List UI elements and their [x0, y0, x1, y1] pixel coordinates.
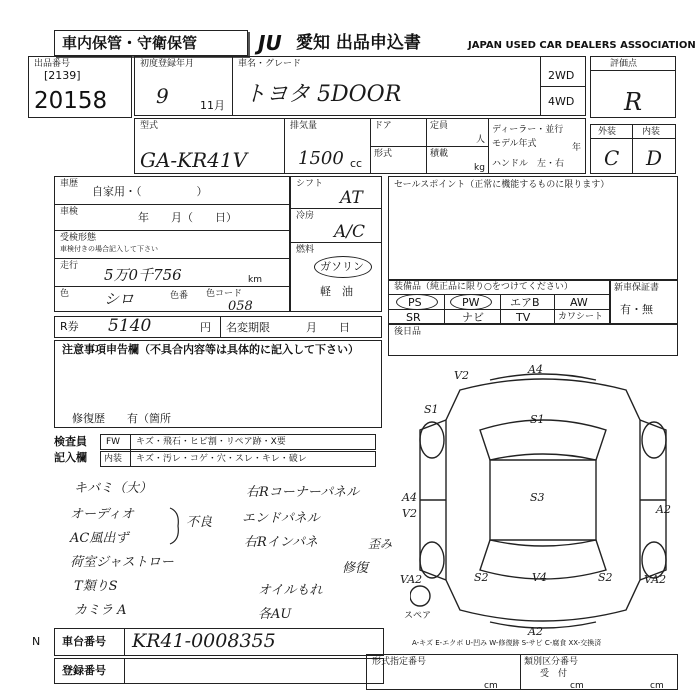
equipment-pw: PW [462, 296, 480, 309]
mileage-value: 5万0千756 [104, 266, 182, 284]
note-audio: オーディオ [70, 507, 134, 522]
brand-name: 愛知 出品申込書 [296, 33, 421, 53]
interior-grade: D [646, 146, 663, 170]
class-label: 類別区分番号 [524, 657, 579, 667]
exterior-label: 外装 [598, 127, 617, 137]
note-distortion: 歪み [368, 537, 393, 551]
color-value: シロ [104, 290, 135, 308]
mileage-unit: km [248, 275, 262, 285]
note-oil-leak: オイルもれ [258, 583, 323, 598]
fuel-value: ガソリン [320, 260, 364, 273]
bracket-mark [166, 506, 186, 546]
note-au: 各AU [258, 607, 292, 622]
load-label: 積載 [430, 149, 449, 159]
damage-mark-s2-right: S2 [598, 571, 613, 584]
inspector-text-1: キズ・飛石・ヒビ割・リペア跡・X要 [136, 437, 286, 447]
ac-label: 冷房 [296, 211, 315, 221]
door-label: ドア [374, 121, 392, 131]
shape-label: 形式 [374, 149, 393, 159]
equipment-aw: AW [570, 296, 588, 309]
ac-value: A/C [334, 222, 366, 242]
color-code: 058 [228, 299, 253, 314]
note-cargo: 荷室ジャストロー [70, 555, 174, 570]
damage-mark-s3: S3 [530, 491, 545, 504]
color-label: 色 [60, 289, 70, 299]
drive-2wd: 2WD [548, 69, 575, 82]
equipment-seat: カワシート [558, 312, 604, 322]
interior-label: 内装 [642, 127, 661, 137]
selling-points-label: セールスポイント（正常に機能するものに限ります） [394, 180, 610, 190]
equipment-airbag: エアB [510, 296, 540, 309]
damage-mark-s1-left: S1 [424, 403, 439, 416]
damage-mark-a2-right: A2 [656, 503, 671, 516]
after-items-box [388, 324, 678, 356]
note-camera: カミラ A [74, 603, 127, 618]
name-change-label: 名変期限 [226, 321, 270, 334]
brand-english: JAPAN USED CAR DEALERS ASSOCIATION [468, 40, 696, 51]
damage-legend: A-キズ E-エクボ U-凹み W-修復跡 S-サビ C-腐食 XX-交換済 [412, 639, 602, 647]
usage-value: 自家用・（ ） [92, 185, 208, 198]
ticket-value: 5140 [108, 316, 152, 336]
cm-unit-2: cm [570, 681, 584, 691]
inspection-value: 年 月（ 日） [138, 211, 237, 224]
inspector-code-1: FW [106, 437, 121, 447]
damage-mark-a4-left: A4 [402, 491, 417, 504]
load-unit: kg [474, 163, 485, 173]
equipment-navi: ナビ [462, 311, 484, 324]
brand-logo: JU [258, 31, 282, 55]
damage-mark-v2-left: V2 [402, 507, 417, 520]
model-type: GA-KR41V [140, 148, 248, 172]
new-car-value: 有・無 [620, 303, 653, 316]
displacement-unit: cc [350, 157, 363, 170]
note-t: T類りS [74, 579, 118, 594]
after-items-label: 後日品 [394, 327, 422, 337]
car-name-label: 車名・グレード [238, 59, 302, 69]
damage-mark-va2-right: VA2 [644, 573, 667, 586]
damage-mark-s2-left: S2 [474, 571, 489, 584]
note-corner-panel: 右Rコーナーパネル [246, 485, 360, 500]
side-mark: N [32, 635, 41, 648]
registration-label: 初度登録年月 [140, 59, 195, 69]
note-defective: 不良 [186, 515, 213, 530]
drive-4wd: 4WD [548, 95, 575, 108]
capacity-unit: 人 [476, 135, 486, 145]
note-yellowing: キバミ（大） [74, 481, 153, 496]
ticket-unit: 円 [200, 321, 211, 334]
color-code-label: 色コード [206, 289, 243, 299]
storage-label: 車内保管・守衛保管 [62, 34, 198, 52]
fuel-label: 燃料 [296, 245, 315, 255]
displacement-label: 排気量 [290, 121, 318, 131]
inspector-label-2: 記入欄 [54, 451, 87, 464]
note-end-panel: エンドパネル [242, 511, 320, 526]
shift-value: AT [340, 188, 363, 208]
usage-label: 車歴 [60, 179, 79, 189]
registration-year: 9 [156, 84, 169, 108]
car-name: トヨタ 5DOOR [244, 82, 402, 107]
chassis-label: 車台番号 [62, 635, 106, 648]
spare-label: スペア [404, 611, 432, 621]
equipment-label: 装備品（純正品に限り○をつけてください） [394, 282, 573, 292]
score-value: R [624, 88, 643, 116]
ticket-label: R券 [60, 320, 79, 333]
receipt-note: 車検付きの場合記入して下さい [60, 245, 158, 253]
type-cert-label: 形式指定番号 [372, 657, 427, 667]
damage-mark-v4: V4 [532, 571, 547, 584]
exterior-grade: C [604, 146, 620, 170]
selling-points-box [388, 176, 678, 280]
registration-month: 11月 [200, 99, 225, 112]
handle-label: ハンドル 左・右 [492, 159, 565, 169]
note-inner-panel: 右Rインパネ [244, 535, 318, 550]
name-change-value: 月 日 [306, 321, 350, 334]
damage-mark-a2-bottom: A2 [528, 625, 543, 638]
notes-label: 注意事項申告欄（不具合内容等は具体的に記入して下さい） [62, 343, 359, 356]
model-year-label: モデル年式 [492, 139, 537, 149]
equipment-ps: PS [408, 296, 422, 309]
fuel-alt: 軽 油 [320, 285, 353, 298]
capacity-label: 定員 [430, 121, 449, 131]
car-diagram [410, 360, 676, 650]
inspector-text-2: キズ・汚レ・コゲ・穴・スレ・キレ・破レ [136, 454, 307, 464]
lot-sub-number: [2139] [44, 69, 81, 82]
inspector-code-2: 内装 [104, 454, 123, 464]
damage-mark-a4-top: A4 [528, 363, 543, 376]
chassis-number: KR41-0008355 [132, 630, 276, 652]
displacement-value: 1500 [298, 148, 344, 169]
lot-label: 出品番号 [34, 59, 71, 69]
shift-label: シフト [296, 179, 324, 189]
new-car-label: 新車保証書 [614, 283, 660, 293]
score-label: 評価点 [610, 59, 638, 69]
inspector-label-1: 検査員 [54, 435, 87, 448]
cert-value: 受 付 [540, 669, 568, 679]
damage-mark-s1-roof: S1 [530, 413, 545, 426]
note-ac: AC風出ず [70, 531, 129, 546]
cm-unit-3: cm [650, 681, 664, 691]
note-repair: 修復 [342, 561, 369, 576]
damage-mark-v2-top: V2 [454, 369, 469, 382]
dealer-label: ディーラー・並行 [492, 125, 564, 135]
equipment-tv: TV [516, 311, 531, 324]
mileage-label: 走行 [60, 261, 79, 271]
equipment-sr: SR [406, 311, 421, 324]
color-num-label: 色番 [170, 291, 189, 301]
model-year-unit: 年 [572, 143, 582, 153]
cm-unit-1: cm [484, 681, 498, 691]
damage-mark-va2-left: VA2 [400, 573, 423, 586]
receipt-label: 受検形態 [60, 233, 97, 243]
reg-number-label: 登録番号 [62, 664, 106, 677]
repair-history-label: 修復歴 有（箇所 [72, 412, 171, 425]
inspection-label: 車検 [60, 207, 79, 217]
lot-number: 20158 [34, 88, 108, 114]
model-type-label: 型式 [140, 121, 159, 131]
